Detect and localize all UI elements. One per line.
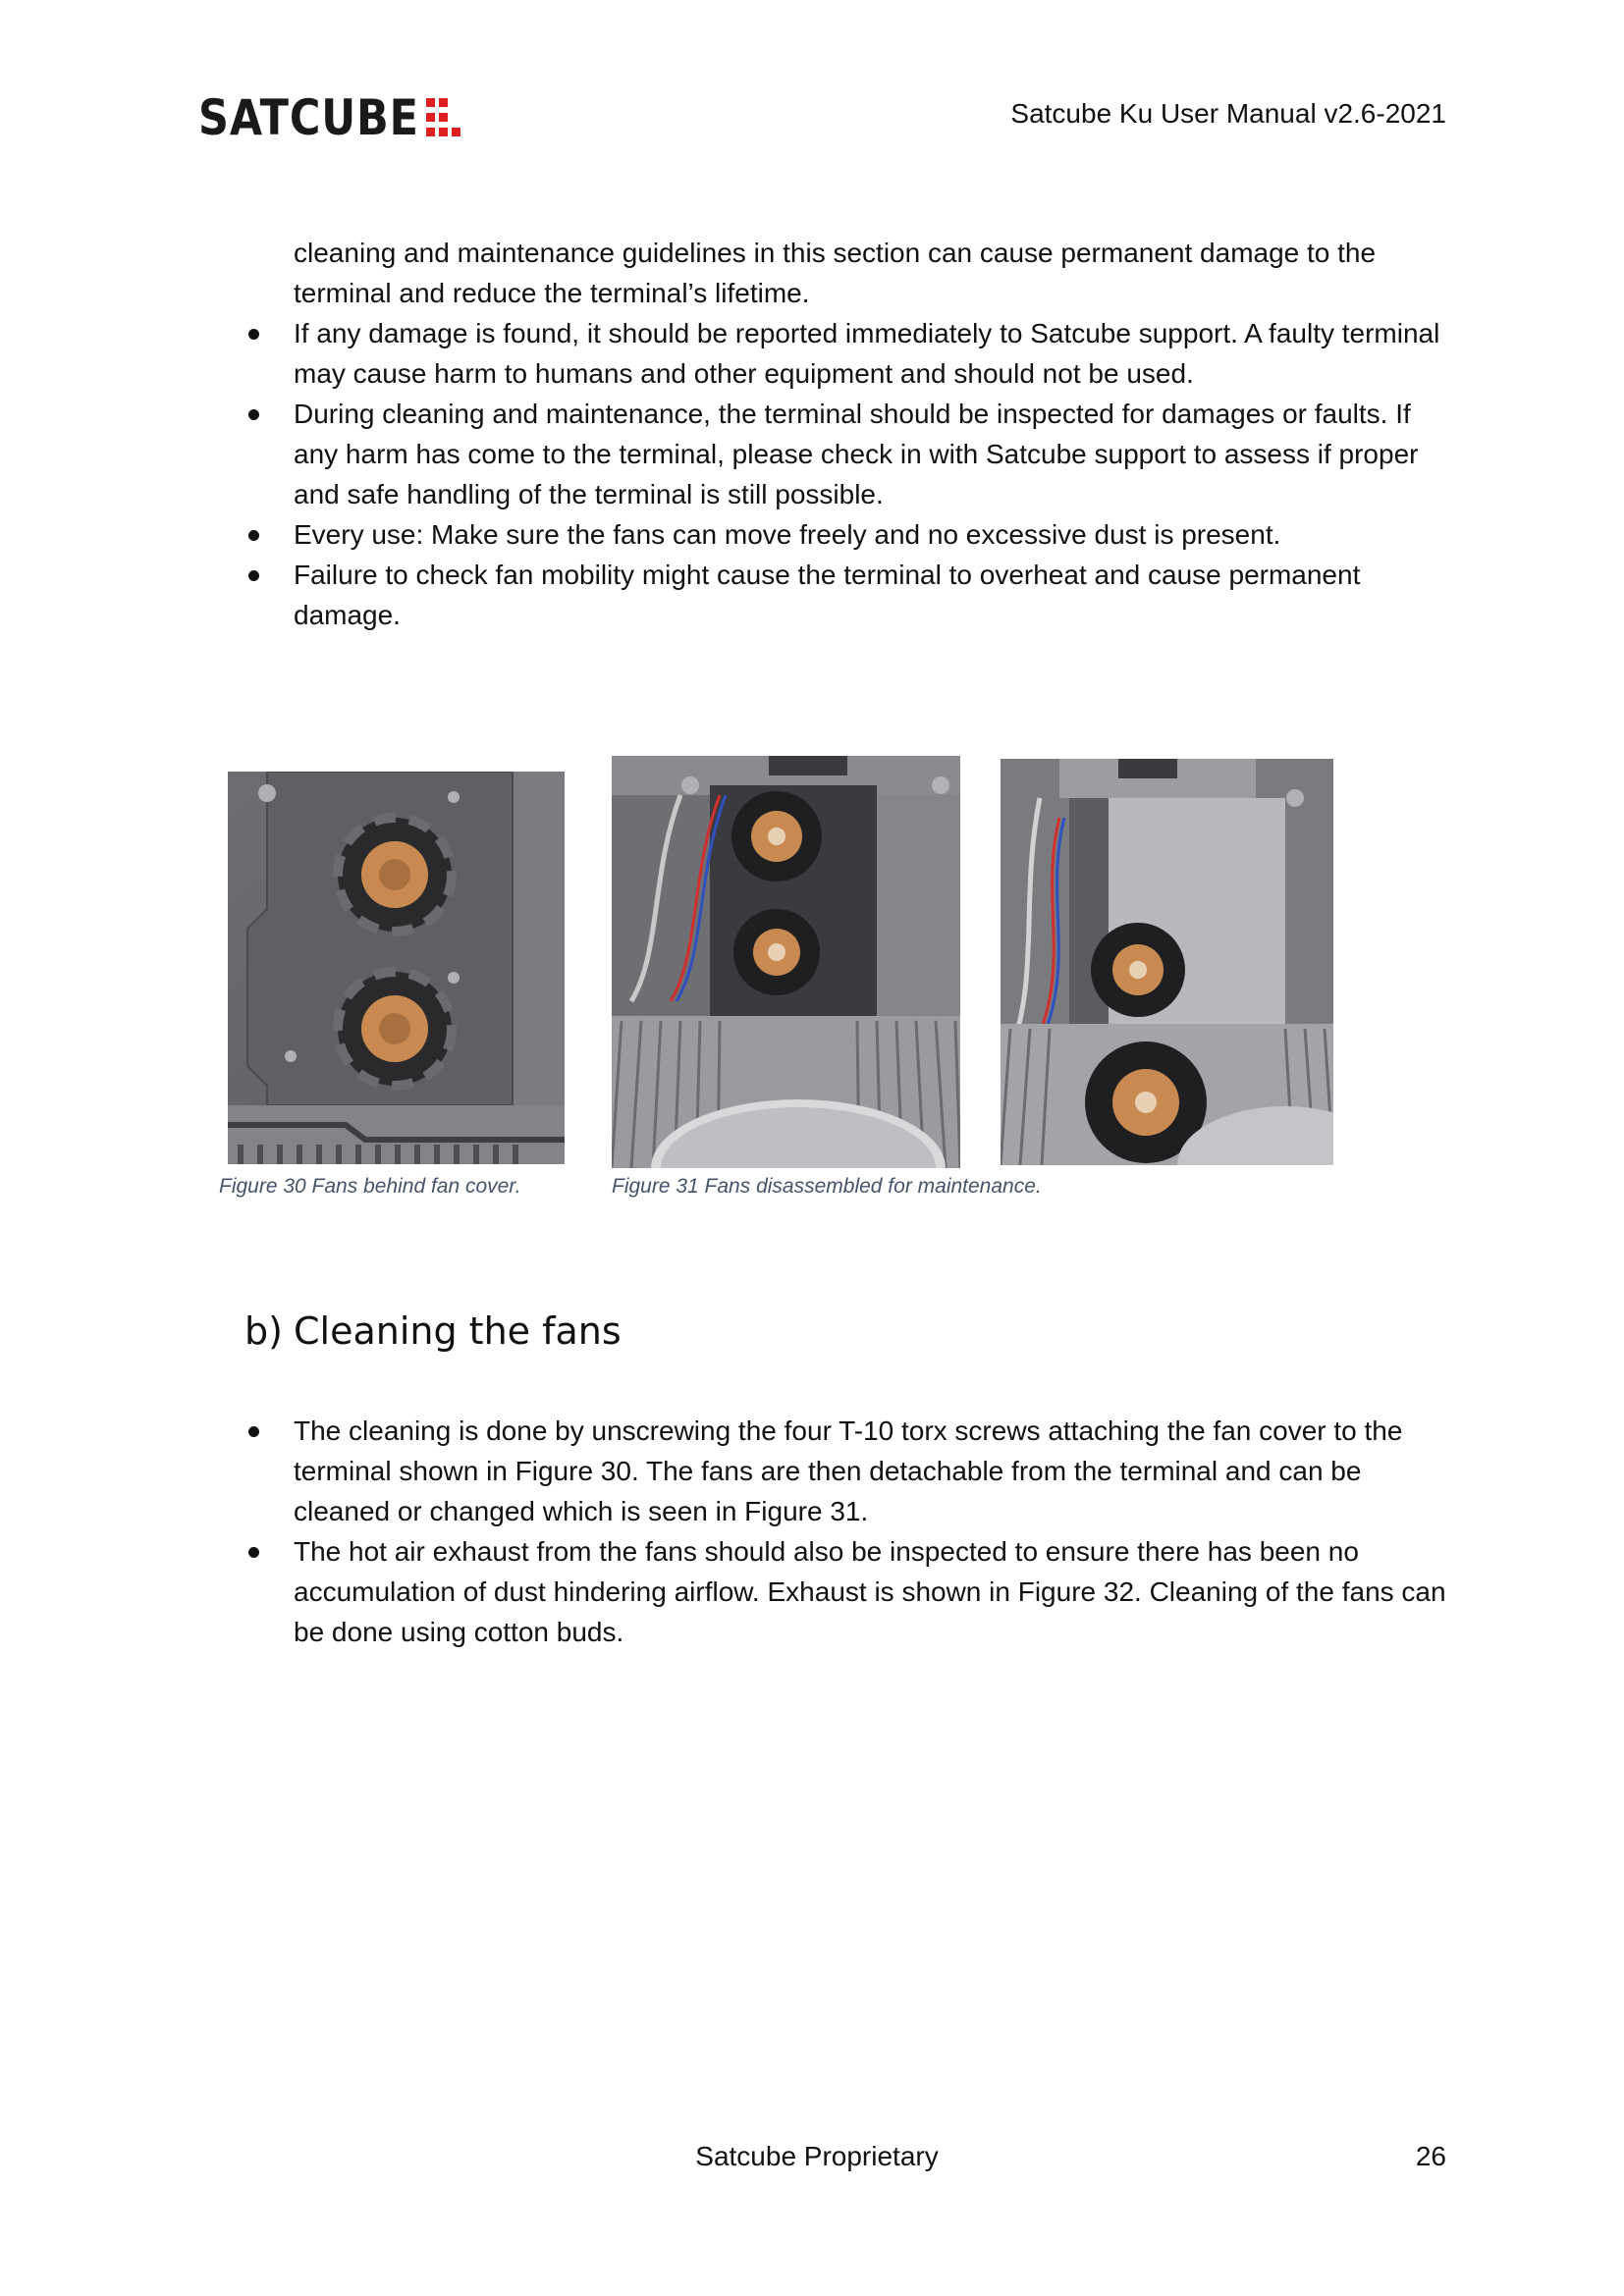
list-item: If any damage is found, it should be reported immediately to Satcube support. A faulty terminal may cause harm to humans and other equipment and should not be used. <box>245 313 1453 394</box>
list-item: Every use: Make sure the fans can move freely and no excessive dust is present. <box>245 514 1453 555</box>
satcube-logo <box>198 90 456 145</box>
continuation-paragraph: cleaning and maintenance guidelines in this section can cause permanent damage to the terminal and reduce the terminal’s lifetime. <box>294 238 1377 308</box>
logo-dots-icon <box>426 96 471 139</box>
document-title: Satcube Ku User Manual v2.6-2021 <box>1010 98 1446 129</box>
figure-30-photo <box>228 772 565 1164</box>
list-item: Failure to check fan mobility might cause the terminal to overheat and cause permanent damage. <box>245 555 1453 635</box>
footer-proprietary: Satcube Proprietary <box>695 2141 939 2171</box>
logo-wordmark: SATCUBE <box>198 89 419 146</box>
list-item: The cleaning is done by unscrewing the four T-10 torx screws attaching the fan cover to the terminal shown in Figure 30. The fans are then detachable from the terminal and can be cleaned or changed which is seen in Figure 31. <box>245 1411 1453 1531</box>
list-item: During cleaning and maintenance, the terminal should be inspected for damages or faults. If any harm has come to the terminal, please check in with Satcube support to assess if proper and safe handling of the terminal is still possible. <box>245 394 1453 514</box>
section-title: Cleaning the fans <box>294 1309 622 1353</box>
cleaning-bullet-list <box>245 1411 1453 1652</box>
section-heading <box>244 1309 622 1353</box>
list-item: The hot air exhaust from the fans should also be inspected to ensure there has been no accumulation of dust hindering airflow. Exhaust is shown in Figure 32. Cleaning of the fans can be done using cotton buds. <box>245 1531 1453 1652</box>
figure-31-caption: Figure 31 Fans disassembled for maintenance. <box>612 1175 1042 1198</box>
figure-31-photo-left <box>612 756 960 1168</box>
section-label: b) <box>244 1309 283 1353</box>
figure-30-caption: Figure 30 Fans behind fan cover. <box>219 1175 521 1198</box>
maintenance-bullet-list <box>245 313 1453 635</box>
figure-31-photo-right <box>1001 759 1333 1165</box>
page-number: 26 <box>1415 2141 1446 2171</box>
